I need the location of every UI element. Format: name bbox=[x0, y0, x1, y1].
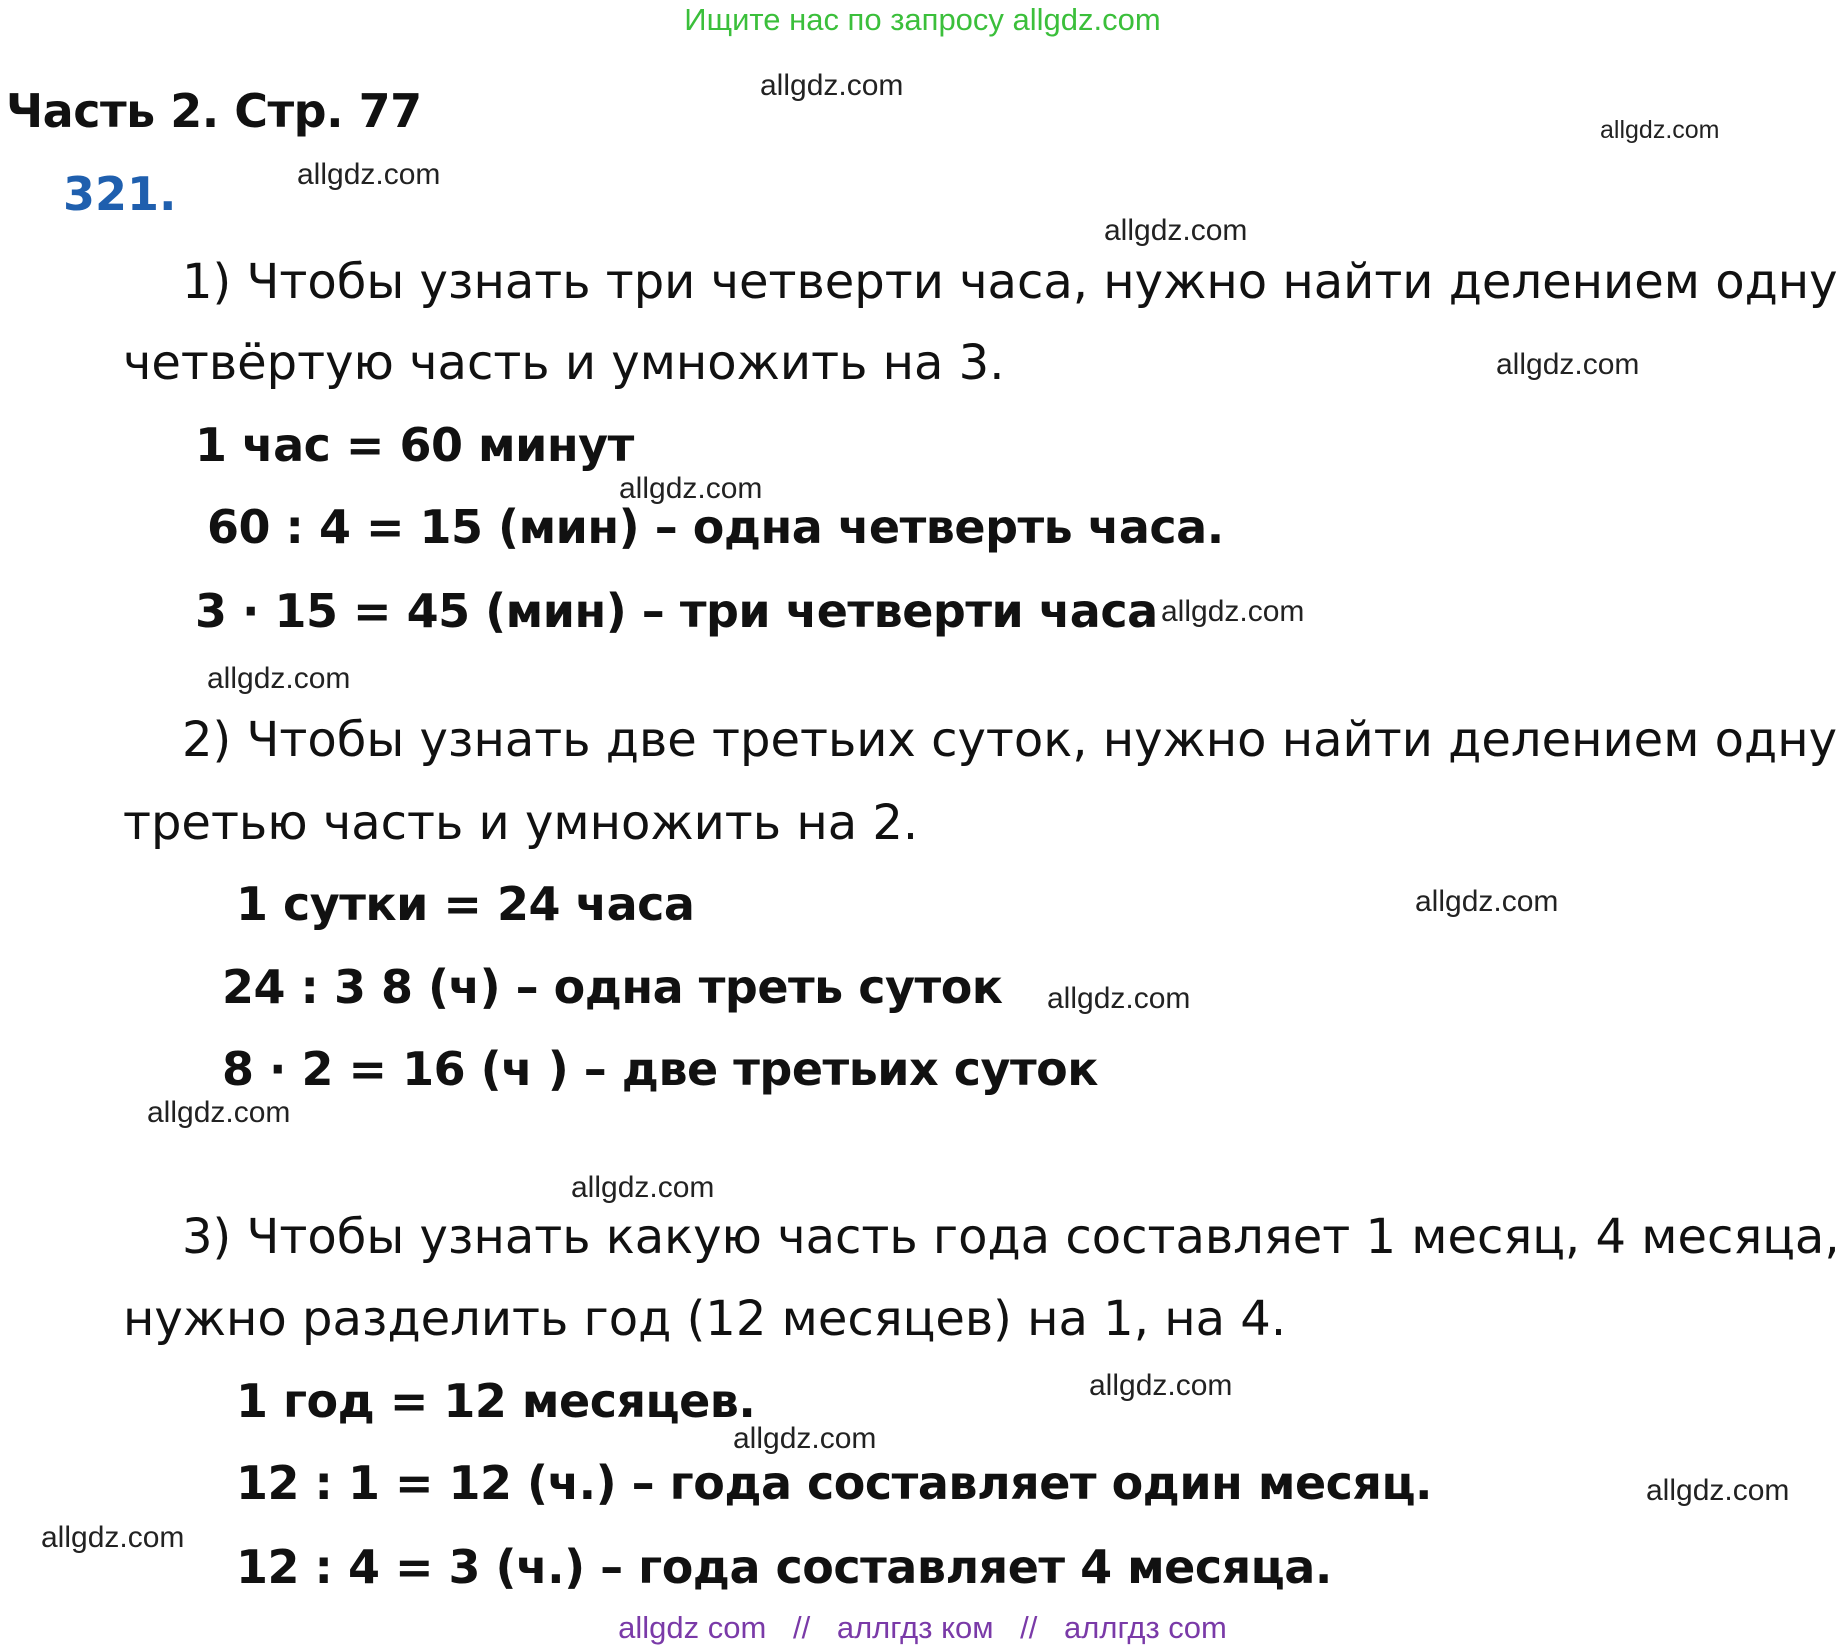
watermark-text: allgdz.com bbox=[147, 1096, 291, 1129]
part2-formula-3: 8 · 2 = 16 (ч ) – две третьих суток bbox=[222, 1042, 1098, 1096]
watermark-text: allgdz.com bbox=[619, 472, 763, 505]
watermark-text: allgdz.com bbox=[297, 158, 441, 191]
watermark-text: allgdz.com bbox=[571, 1171, 715, 1204]
part3-formula-2: 12 : 1 = 12 (ч.) – года составляет один месяц. bbox=[236, 1456, 1433, 1510]
part1-text-line2: четвёртую часть и умножить на 3. bbox=[123, 335, 1005, 391]
part2-formula-2: 24 : 3 8 (ч) – одна треть суток bbox=[222, 960, 1003, 1014]
watermark-text: allgdz.com bbox=[1646, 1474, 1790, 1507]
watermark-text: allgdz.com bbox=[1104, 214, 1248, 247]
watermark-text: allgdz.com bbox=[1496, 348, 1640, 381]
watermark-text: allgdz.com bbox=[207, 662, 351, 695]
watermark-text: allgdz.com bbox=[760, 69, 904, 102]
part1-text-line1: 1) Чтобы узнать три четверти часа, нужно найти делением одну bbox=[182, 254, 1838, 310]
watermark-text: allgdz.com bbox=[1161, 595, 1305, 628]
watermark-text: allgdz.com bbox=[1600, 116, 1720, 144]
watermark-text: allgdz.com bbox=[1047, 982, 1191, 1015]
part2-formula-1: 1 сутки = 24 часа bbox=[236, 877, 695, 931]
watermark-text: allgdz.com bbox=[1089, 1369, 1233, 1402]
watermark-text: allgdz.com bbox=[1415, 885, 1559, 918]
top-banner-text: Ищите нас по запросу allgdz.com bbox=[684, 2, 1161, 37]
footer-item-1: allgdz com bbox=[618, 1610, 767, 1645]
part2-text-line2: третью часть и умножить на 2. bbox=[123, 795, 919, 851]
part3-text-line1: 3) Чтобы узнать какую часть года составляет 1 месяц, 4 месяца, bbox=[182, 1209, 1840, 1265]
part1-formula-1: 1 час = 60 минут bbox=[195, 418, 634, 472]
part3-formula-3: 12 : 4 = 3 (ч.) – года составляет 4 месяца. bbox=[236, 1540, 1332, 1594]
page-title: Часть 2. Стр. 77 bbox=[6, 84, 422, 138]
footer-separator: // bbox=[1020, 1610, 1038, 1645]
part2-text-line1: 2) Чтобы узнать две третьих суток, нужно найти делением одну bbox=[182, 712, 1838, 768]
part1-formula-2: 60 : 4 = 15 (мин) – одна четверть часа. bbox=[207, 500, 1224, 554]
footer-item-3: аллгдз com bbox=[1064, 1610, 1227, 1645]
footer-item-2: аллгдз ком bbox=[836, 1610, 994, 1645]
part3-text-line2: нужно разделить год (12 месяцев) на 1, на 4. bbox=[123, 1291, 1287, 1347]
part1-formula-3: 3 · 15 = 45 (мин) – три четверти часа bbox=[195, 584, 1158, 638]
watermark-text: allgdz.com bbox=[41, 1521, 185, 1554]
footer-links bbox=[0, 1612, 1845, 1643]
watermark-text: allgdz.com bbox=[733, 1422, 877, 1455]
footer-separator: // bbox=[792, 1610, 811, 1645]
part3-formula-1: 1 год = 12 месяцев. bbox=[236, 1374, 756, 1428]
task-number: 321. bbox=[63, 167, 177, 221]
